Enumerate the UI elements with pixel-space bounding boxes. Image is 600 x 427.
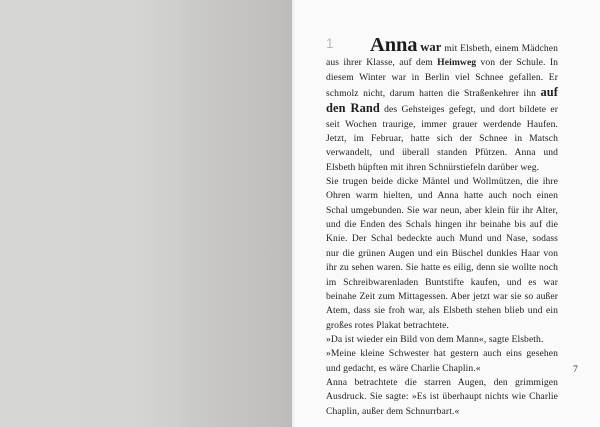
chapter-number: 1 — [326, 36, 334, 51]
left-blank-page — [0, 0, 292, 427]
text-run-bold: Heimweg — [437, 57, 477, 69]
gutter-shadow — [292, 0, 297, 427]
paragraph-dialogue-2: »Meine kleine Schwester hat gestern auch eins gesehen und gedacht, es wäre Charlie Chaplin.« — [326, 348, 558, 374]
text-run-bold-large: auf den Rand — [326, 85, 558, 116]
text-run-display-xl: Anna — [370, 34, 418, 56]
paragraph-dialogue-1: »Da ist wieder ein Bild von dem Mann«, sagte Elsbeth. — [326, 333, 544, 345]
right-text-page — [292, 0, 600, 427]
body-text-block — [326, 36, 558, 419]
paragraph-body-2: Anna betrachtete die starren Augen, den grimmigen Ausdruck. Sie sagte: »Es ist überhaupt nichts wie Charlie Chaplin, außer dem Schnurrbart.« — [326, 376, 558, 417]
page-number: 7 — [573, 364, 578, 375]
paragraph-body-1: Sie trugen beide dicke Mäntel und Wollmützen, die ihre Ohren warm hielten, und Anna hatte auch noch einen Schal umgebunden. Sie war neun, aber klein für ihr Alter, und die Enden des Schals hingen ihr beinahe bis auf die Knie. Der Schal bedeckte auch Mund und Nase, sodass nur die grünen Augen und ein Büschel dunkles Haar von ihr zu sehen waren. Sie hatte es eilig, denn sie wollte noch im Schreibwarenladen Buntstifte kaufen, und es war beinahe Zeit zum Mittagessen. Aber jetzt war sie so außer Atem, dass sie froh war, als Elsbeth stehen blieb und ein großes rotes Plakat betrachtete. — [326, 176, 558, 331]
text-run-display-md: war — [420, 40, 442, 54]
paragraph-opening: Anna war mit Elsbeth, einem Mädchen aus ihrer Klasse, auf dem Heimweg von der Schule. In diesem Winter war in Berlin viel Schnee gefallen. Er schmolz nicht, darum hatten die Straßenkehrer ihn auf den Rand des Gehsteiges gefegt, und dort bildete er seit Wochen traurige, immer grauer werdende Haufen. Jetzt, im Februar, hatte sich der Schnee in Matsch verwandelt, und überall standen Pfützen. Anna und Elsbeth hüpften mit ihren Schnürstiefeln darüber weg. — [326, 34, 559, 173]
